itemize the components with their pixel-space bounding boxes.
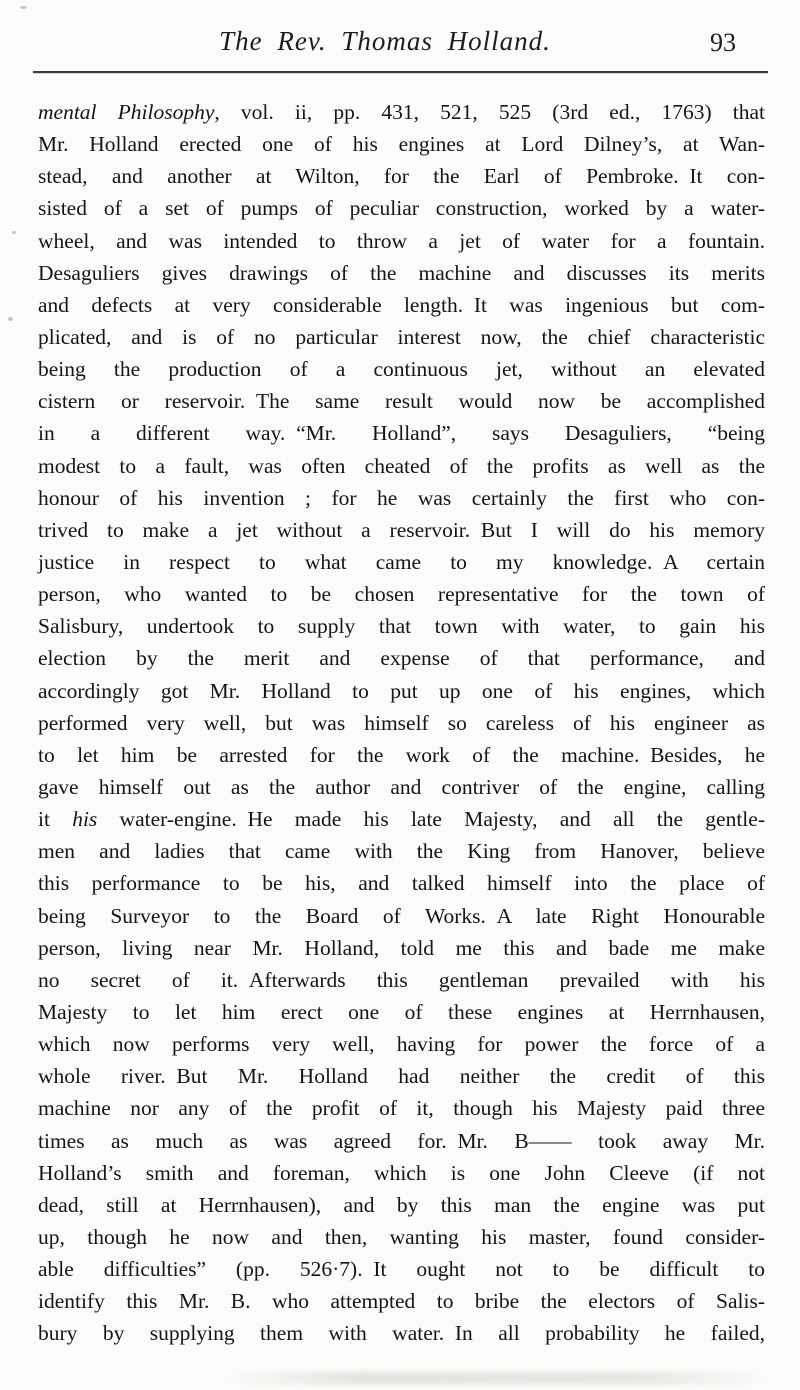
body-text: in a different way. “Mr. Holland”, says Desaguliers, “being — [38, 421, 765, 446]
text-line — [38, 482, 765, 514]
text-line — [38, 417, 765, 449]
body-text: wheel, and was intended to throw a jet of water for a fountain. — [38, 228, 765, 253]
scan-smudge — [225, 1372, 770, 1385]
text-line — [38, 1060, 765, 1092]
body-text: cistern or reservoir. The same result would now be accomplished — [38, 389, 765, 414]
text-line — [38, 835, 765, 867]
body-text: performed very well, but was himself so careless of his engineer as — [38, 710, 765, 735]
body-text: times as much as was agreed for. Mr. B—— took away Mr. — [38, 1128, 765, 1153]
italic-text: his — [72, 807, 98, 832]
body-text: up, though he now and then, wanting his master, found consider- — [38, 1224, 765, 1249]
header-rule — [33, 71, 768, 73]
body-text: honour of his invention ; for he was certainly the first who con- — [38, 485, 765, 510]
body-text: no secret of it. Afterwards this gentleman prevailed with his — [38, 967, 765, 992]
text-line — [38, 642, 765, 674]
text-line — [38, 385, 765, 417]
text-line — [38, 192, 765, 224]
body-text: Salisbury, undertook to supply that town with water, to gain his — [38, 614, 765, 639]
text-line — [38, 546, 765, 578]
text-line — [38, 160, 765, 192]
text-line — [38, 1317, 765, 1349]
body-text: and defects at very considerable length. It was ingenious but com- — [38, 292, 765, 317]
body-text: Holland’s smith and foreman, which is one John Cleeve (if not — [38, 1160, 765, 1185]
body-text: person, living near Mr. Holland, told me this and bade me make — [38, 935, 765, 960]
body-text: sisted of a set of pumps of peculiar construction, worked by a water- — [38, 196, 765, 221]
text-line — [38, 353, 765, 385]
text-line — [38, 996, 765, 1028]
text-block — [38, 96, 765, 1349]
italic-text: mental Philosophy — [38, 100, 215, 124]
body-text: being the production of a continuous jet, without an elevated — [38, 357, 765, 382]
body-text: Mr. Holland erected one of his engines at Lord Dilney’s, at Wan- — [38, 132, 765, 157]
text-line — [38, 803, 765, 835]
text-line — [38, 514, 765, 546]
body-text: identify this Mr. B. who attempted to bribe the electors of Salis- — [38, 1289, 765, 1314]
text-line — [38, 321, 765, 353]
text-line — [38, 900, 765, 932]
text-line — [38, 1253, 765, 1285]
body-text: election by the merit and expense of that performance, and — [38, 646, 765, 671]
text-line — [38, 225, 765, 257]
body-text: this performance to be his, and talked himself into the place of — [38, 871, 765, 896]
text-line — [38, 771, 765, 803]
text-line — [38, 1092, 765, 1124]
scan-speck — [20, 6, 27, 9]
body-text: modest to a fault, was often cheated of the profits as well as the — [38, 453, 765, 478]
text-line — [38, 1285, 765, 1317]
body-text: Desaguliers gives drawings of the machine and discusses its merits — [38, 260, 765, 285]
body-text: accordingly got Mr. Holland to put up one of his engines, which — [38, 678, 765, 703]
text-line — [38, 450, 765, 482]
body-text: bury by supplying them with water. In all probability he failed, — [38, 1321, 765, 1346]
body-text: person, who wanted to be chosen representative for the town of — [38, 582, 765, 607]
text-line — [38, 964, 765, 996]
body-text: able difficulties” (pp. 526·7). It ought not to be difficult to — [38, 1257, 765, 1282]
body-text: Majesty to let him erect one of these engines at Herrnhausen, — [38, 999, 765, 1024]
page-number: 93 — [710, 28, 736, 57]
text-line — [38, 1028, 765, 1060]
text-line — [38, 128, 765, 160]
body-text: dead, still at Herrnhausen), and by this man the engine was put — [38, 1192, 765, 1217]
body-text: stead, and another at Wilton, for the Earl of Pembroke. It con- — [38, 164, 765, 189]
text-line — [38, 578, 765, 610]
body-text: machine nor any of the profit of it, though his Majesty paid three — [38, 1096, 765, 1121]
text-line — [38, 739, 765, 771]
body-text: men and ladies that came with the King from Hanover, believe — [38, 839, 765, 864]
text-line — [38, 867, 765, 899]
page-header — [0, 26, 800, 70]
page-title: The Rev. Thomas Holland. — [219, 26, 551, 56]
text-line — [38, 1189, 765, 1221]
scan-speck — [8, 317, 13, 321]
text-line — [38, 1157, 765, 1189]
body-text: being Surveyor to the Board of Works. A late Right Honourable — [38, 903, 765, 928]
text-line — [38, 1125, 765, 1157]
body-text: whole river. But Mr. Holland had neither the credit of this — [38, 1064, 765, 1089]
text-line — [38, 257, 765, 289]
text-line — [38, 1221, 765, 1253]
text-line — [38, 707, 765, 739]
body-text: , vol. ii, pp. 431, 521, 525 (3rd ed., 1763) that — [214, 100, 765, 124]
body-text: trived to make a jet without a reservoir. But I will do his memory — [38, 517, 765, 542]
body-text: which now performs very well, having for power the force of a — [38, 1032, 765, 1057]
text-line — [38, 96, 765, 128]
text-line — [38, 289, 765, 321]
text-line — [38, 932, 765, 964]
body-text: to let him be arrested for the work of the machine. Besides, he — [38, 742, 765, 767]
body-text: it — [38, 807, 73, 832]
text-line — [38, 610, 765, 642]
body-text: gave himself out as the author and contriver of the engine, calling — [38, 774, 765, 799]
scan-speck — [12, 231, 16, 234]
body-text: water-engine. He made his late Majesty, and all the gentle- — [97, 807, 765, 832]
body-text: justice in respect to what came to my knowledge. A certain — [38, 549, 765, 574]
text-line — [38, 675, 765, 707]
body-text: plicated, and is of no particular interest now, the chief characteristic — [38, 324, 765, 349]
